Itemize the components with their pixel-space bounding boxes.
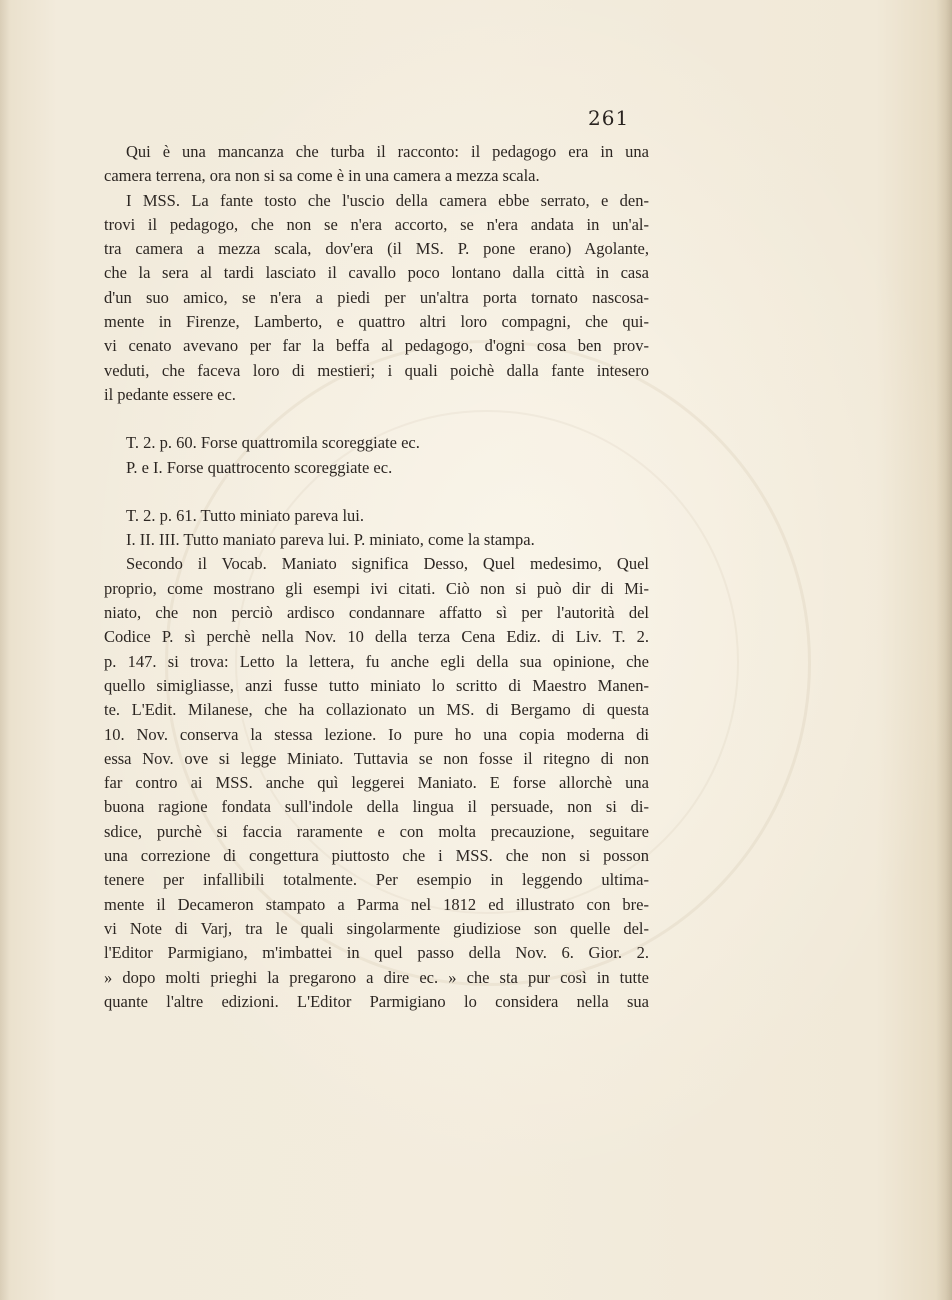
text-line: essa Nov. ove si legge Miniato. Tuttavia se non fosse il ritegno di non [104,748,649,768]
page-right-edge [936,0,952,1300]
text-line: veduti, che faceva loro di mestieri; i quali poichè dalla fante intesero [104,360,649,380]
page-number: 261 [588,106,630,130]
text-line: che la sera al tardi lasciato il cavallo poco lontano dalla città in casa [104,263,649,283]
text-line: vi cenato avevano per far la beffa al pedagogo, d'ogni cosa ben prov- [104,336,649,356]
text-line: far contro ai MSS. anche quì leggerei Maniato. E forse allorchè una [104,773,649,793]
text-line: I. II. III. Tutto maniato pareva lui. P. miniato, come la stampa. [126,530,535,550]
paragraph-3 [104,552,649,1014]
text-line: T. 2. p. 60. Forse quattromila scoreggiate ec. [126,433,420,453]
text-line: quello simigliasse, anzi fusse tutto miniato lo scritto di Maestro Manen- [104,675,649,695]
text-line: camera terrena, ora non si sa come è in una camera a mezza scala. [104,166,540,186]
text-line: Qui è una mancanza che turba il racconto: il pedagogo era in una [126,142,649,161]
spacer [104,407,649,431]
page-left-edge [0,0,10,1300]
text-line: niato, che non perciò ardisco condannare affatto sì per l'autorità del [104,603,649,623]
paragraph-1 [104,140,649,189]
text-line: T. 2. p. 61. Tutto miniato pareva lui. [126,505,365,525]
text-line: Secondo il Vocab. Maniato significa Desso, Quel medesimo, Quel [126,554,649,574]
text-line: trovi il pedagogo, che non se n'era accorto, se n'era andata in un'al- [104,214,649,234]
text-line: vi Note di Varj, tra le quali singolarmente giudiziose son quelle del- [104,918,649,938]
text-line: p. 147. si trova: Letto la lettera, fu anche egli della sua opinione, che [104,651,649,671]
text-line: mente il Decameron stampato a Parma nel 1812 ed illustrato con bre- [104,894,649,914]
note-2 [104,504,649,553]
text-line: proprio, come mostrano gli esempi ivi citati. Ciò non si può dir di Mi- [104,578,649,598]
text-line: » dopo molti prieghi la pregarono a dire ec. » che sta pur così in tutte [104,967,649,987]
text-line: tenere per infallibili totalmente. Per esempio in leggendo ultima- [104,870,649,890]
text-line: il pedante essere ec. [104,384,236,404]
text-line: l'Editor Parmigiano, m'imbattei in quel passo della Nov. 6. Gior. 2. [104,943,649,963]
text-line: d'un suo amico, se n'era a piedi per un'altra porta tornato nascosa- [104,287,649,307]
spacer [104,480,649,504]
text-line: P. e I. Forse quattrocento scoreggiate ec. [126,457,393,477]
text-line: Codice P. sì perchè nella Nov. 10 della terza Cena Ediz. di Liv. T. 2. [104,627,649,647]
text-line: I MSS. La fante tosto che l'uscio della camera ebbe serrato, e den- [126,190,649,210]
text-line: buona ragione fondata sull'indole della lingua il persuade, non si di- [104,797,649,817]
note-1 [104,431,649,480]
text-line: tra camera a mezza scala, dov'era (il MS. P. pone erano) Agolante, [104,239,649,259]
text-line: una correzione di congettura piuttosto che i MSS. che non si posson [104,846,649,866]
text-line: 10. Nov. conserva la stessa lezione. Io pure ho una copia moderna di [104,724,649,744]
text-line: te. L'Edit. Milanese, che ha collazionato un MS. di Bergamo di questa [104,700,649,720]
page-text [104,140,649,1014]
paragraph-2 [104,189,649,408]
text-line: mente in Firenze, Lamberto, e quattro altri loro compagni, che qui- [104,312,649,332]
text-line: quante l'altre edizioni. L'Editor Parmigiano lo considera nella sua [104,991,649,1011]
text-line: sdice, purchè si faccia raramente e con molta precauzione, seguitare [104,821,649,841]
